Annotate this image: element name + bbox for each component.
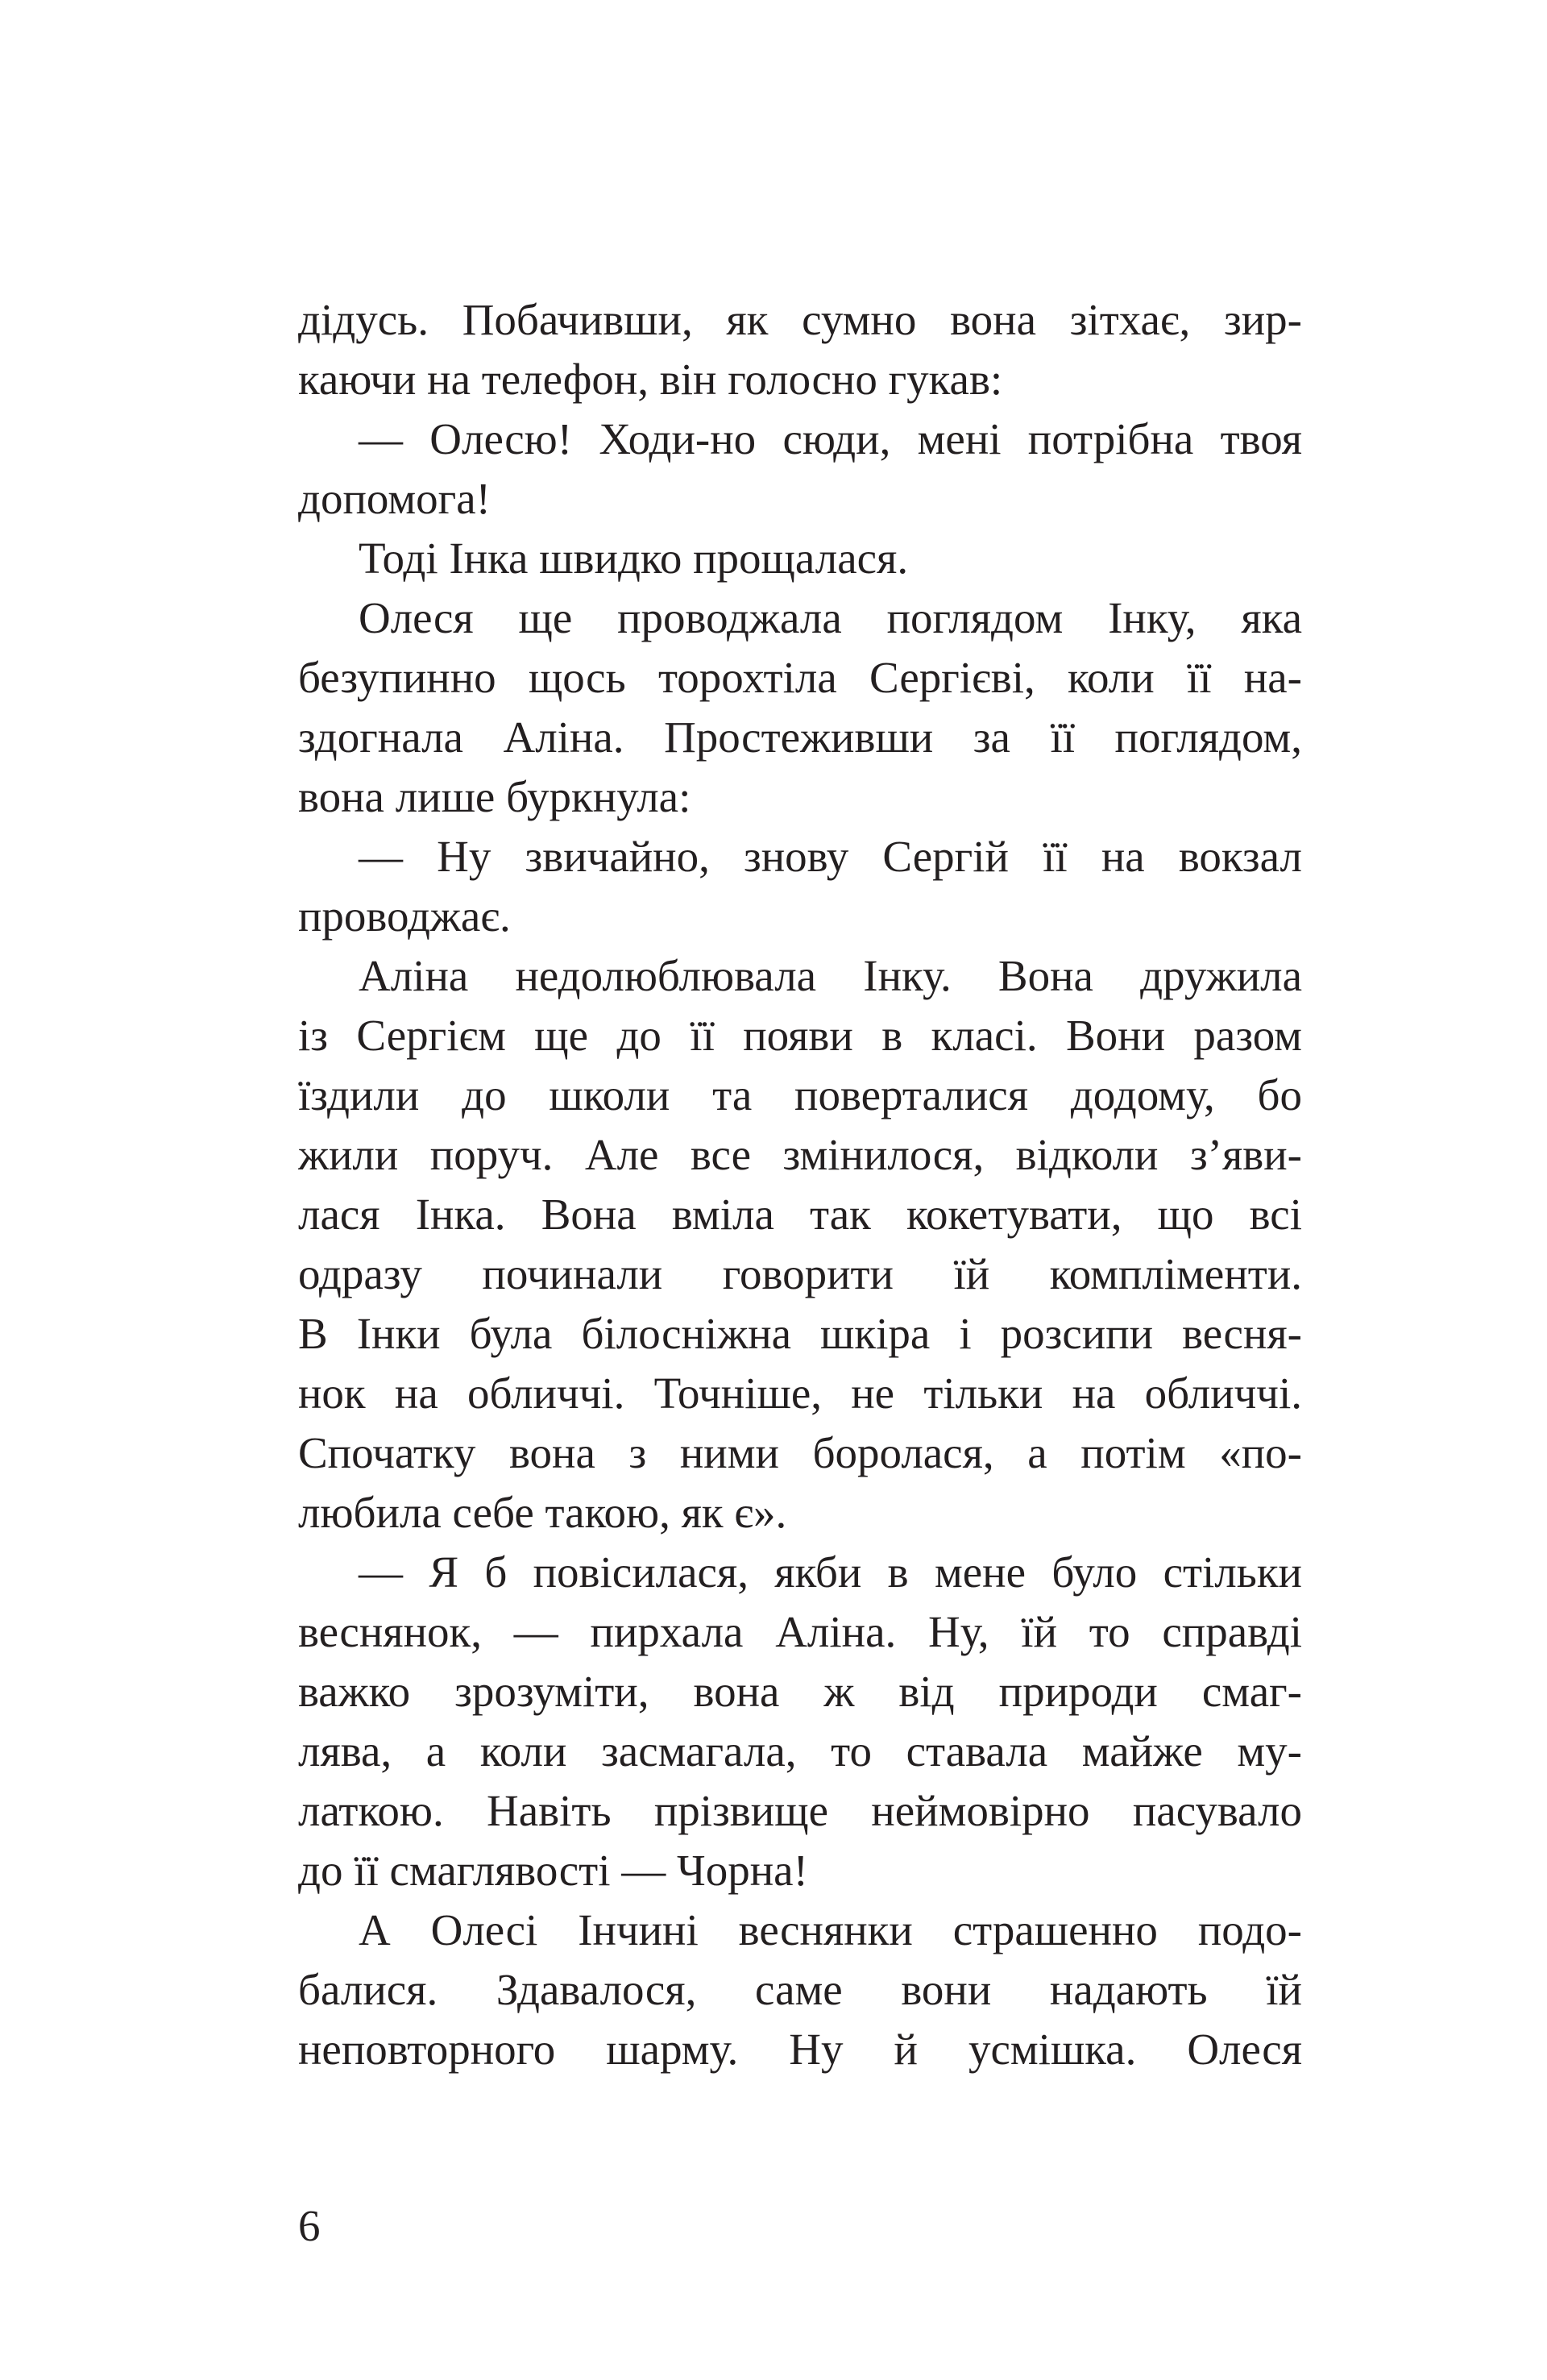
text-line: лява, а коли засмагала, то ставала майже му- (298, 1726, 1302, 1776)
text-line: важко зрозуміти, вона ж від природи смаг- (298, 1667, 1302, 1716)
text-line: вона лише буркнула: (298, 772, 691, 821)
text-line: здогнала Аліна. Простеживши за її поглядом, (298, 712, 1302, 762)
text-line: лася Інка. Вона вміла так кокетувати, що всі (298, 1190, 1302, 1239)
text-line: нок на обличчі. Точніше, не тільки на обличчі. (298, 1369, 1302, 1418)
text-line: неповторного шарму. Ну й усмішка. Олеся (298, 2025, 1302, 2074)
text-line: веснянок, — пирхала Аліна. Ну, їй то справді (298, 1607, 1302, 1656)
body-text (298, 290, 1302, 2079)
text-line: проводжає. (298, 891, 511, 941)
text-line: безупинно щось торохтіла Сергієві, коли її на- (298, 653, 1302, 702)
text-line: одразу починали говорити їй компліменти. (298, 1249, 1302, 1298)
text-line: допомога! (298, 474, 491, 523)
text-line: Тоді Інка швидко прощалася. (359, 534, 909, 583)
text-line: каючи на телефон, він голосно гукав: (298, 355, 1003, 404)
text-line: В Інки була білосніжна шкіра і розсипи весня- (298, 1309, 1302, 1358)
text-line: жили поруч. Але все змінилося, відколи з’яви- (298, 1130, 1302, 1179)
page-number: 6 (298, 2201, 321, 2250)
text-line: А Олесі Інчині веснянки страшенно подо- (359, 1905, 1302, 1954)
text-line: — Олесю! Ходи-но сюди, мені потрібна твоя (359, 414, 1302, 463)
text-line: латкою. Навіть прізвище неймовірно пасувало (298, 1786, 1302, 1835)
text-line: їздили до школи та поверталися додому, бо (298, 1070, 1302, 1119)
text-line: Аліна недолюблювала Інку. Вона дружила (359, 951, 1302, 1000)
text-line: — Я б повісилася, якби в мене було стільки (359, 1547, 1302, 1597)
text-line: Спочатку вона з ними боролася, а потім «по- (298, 1428, 1302, 1477)
text-line: балися. Здавалося, саме вони надають їй (298, 1965, 1302, 2014)
text-line: до її смаглявості — Чорна! (298, 1846, 808, 1895)
text-line: — Ну звичайно, знову Сергій її на вокзал (359, 832, 1302, 881)
text-line: любила себе такою, як є». (298, 1488, 787, 1537)
text-line: дідусь. Побачивши, як сумно вона зітхає, зир- (298, 295, 1302, 344)
text-line: із Сергієм ще до її появи в класі. Вони разом (298, 1011, 1302, 1060)
text-line: Олеся ще проводжала поглядом Інку, яка (359, 593, 1302, 642)
